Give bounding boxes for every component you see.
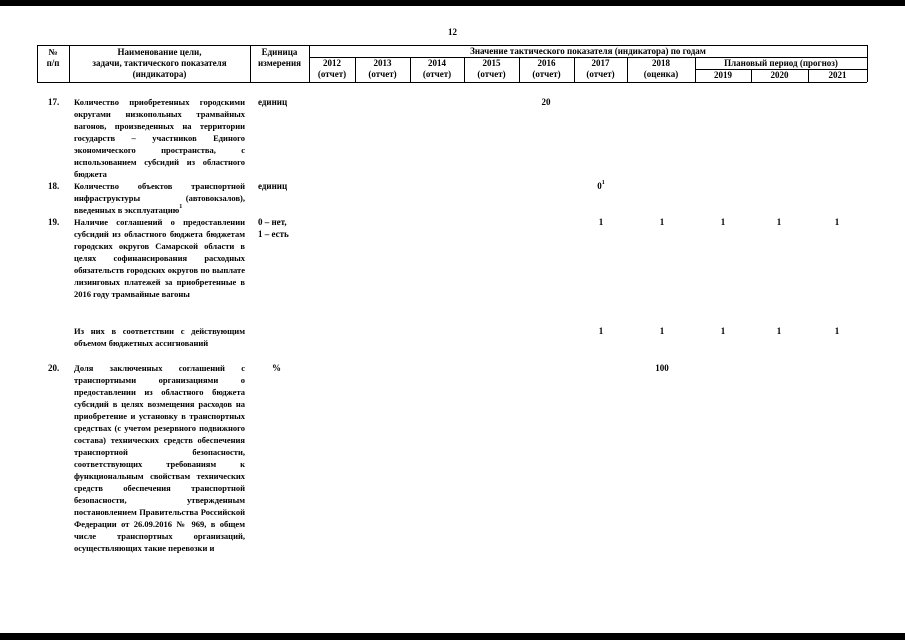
year-2013: 2013 (отчет) [368, 58, 397, 79]
value-2018: 100 [655, 363, 669, 373]
year-2017: 2017 (отчет) [586, 58, 615, 79]
year-2014: 2014 (отчет) [422, 58, 452, 79]
year-2018: 2018 (оценка) [643, 58, 679, 79]
header-name: Наименование цели, задачи, тактического показателя (индикатора) [92, 47, 227, 79]
year-2021: 2021 [828, 70, 847, 80]
unit: единиц [258, 97, 288, 107]
year-2012: 2012 (отчет) [317, 58, 347, 79]
footnote-mark: 1 [601, 180, 605, 186]
unit: 0 – нет, 1 – есть [258, 217, 289, 239]
header-values-title: Значение тактического показателя (индикатора) по годам [470, 46, 706, 56]
value-2021: 1 [834, 217, 840, 227]
value-2017: 1 [598, 326, 604, 336]
value-2020: 1 [776, 326, 782, 336]
header-unit: Единица измерения [257, 47, 302, 68]
year-2016: 2016 (отчет) [532, 58, 561, 79]
value-2016: 20 [541, 97, 551, 107]
header-planned-title: Плановый период (прогноз) [724, 58, 838, 68]
value-2019: 1 [720, 326, 726, 336]
bottom-border [0, 633, 905, 640]
year-2020: 2020 [770, 70, 789, 80]
value-2018: 1 [659, 326, 665, 336]
top-border [0, 0, 905, 6]
value-2018: 1 [659, 217, 665, 227]
indicator-name: Из них в соответствии с действующим объемом бюджетных ассигнований [74, 326, 245, 348]
row-number: 17. [48, 97, 60, 107]
value-2019: 1 [720, 217, 726, 227]
header-no: № п/п [46, 47, 60, 68]
year-2019: 2019 [714, 70, 732, 80]
value-2020: 1 [776, 217, 782, 227]
indicator-name: Количество приобретенных городскими округами низкопольных трамвайных вагонов, произведенных на территории государств – участников Единого экономического пространства, с использованием субсидий из областного бюджета [74, 97, 245, 179]
indicator-name: Доля заключенных соглашений с транспортными организациями о предоставлении из областного бюджета субсидий в целях возмещения расходов на приобретение и установку в транспортных средствах (с учетом резервного подвижного состава) технических средств обеспечения транспортной безопасности, соответствующих требованиям к функциональным свойствам технических средств обеспечения транспортной безопасности, утвержденным постановлением Правительства Российской Федерации от 26.09.2016 № 969, в общем числе транспортных организаций, осуществляющих такие перевозки и [74, 363, 245, 553]
row-number: 20. [48, 363, 60, 373]
value-2017: 1 [598, 217, 604, 227]
year-2015: 2015 (отчет) [477, 58, 506, 79]
page-number: 12 [448, 27, 457, 37]
value-2021: 1 [834, 326, 840, 336]
value-2017: $0^1$ [597, 180, 605, 191]
unit: % [272, 363, 281, 373]
row-number: 18. [48, 181, 60, 191]
row-number: 19. [48, 217, 60, 227]
unit: единиц [258, 181, 288, 191]
footnote-mark: 1 [179, 204, 183, 210]
indicator-name: Количество объектов транспортной инфраструктуры (автовокзалов), введенных в эксплуатацию$^1$ [74, 181, 245, 215]
indicator-name: Наличие соглашений о предоставлении субсидий из областного бюджета бюджетам городских округов Самарской области в целях софинансирования расходных обязательств городских округов по выплате лизинговых платежей за приобретенные в 2016 году трамвайные вагоны [74, 217, 245, 299]
